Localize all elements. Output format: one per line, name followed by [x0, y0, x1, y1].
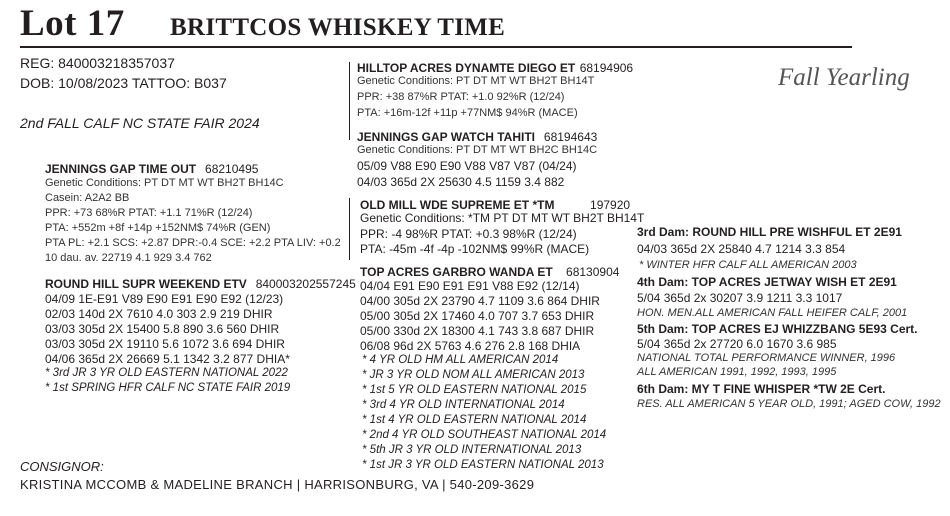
fourth-dam-record: 5/04 365d 2x 30207 3.9 1211 3.3 1017	[637, 291, 843, 305]
sire-dam-classification: 05/09 V88 E90 E90 V88 V87 V87 (04/24)	[357, 159, 577, 173]
dam-reg: 840003202557245	[255, 277, 356, 291]
dam-record: 03/03 305d 2X 19110 5.6 1072 3.6 694 DHIR	[45, 337, 285, 351]
sire-name: JENNINGS GAP TIME OUT	[45, 162, 197, 176]
dam-record: 04/09 1E-E91 V89 E90 E91 E90 E92 (12/23)	[45, 292, 284, 306]
dam-honor: * 3rd JR 3 YR OLD EASTERN NATIONAL 2022	[45, 367, 288, 379]
consignor-info: KRISTINA MCCOMB & MADELINE BRANCH | HARRISONBURG, VA | 540-209-3629	[20, 477, 535, 492]
dam-dam-record: 06/08 96d 2X 5763 4.6 276 2.8 168 DHIA	[360, 339, 581, 353]
dam-honor: * 1st SPRING HFR CALF NC STATE FAIR 2019	[45, 382, 291, 394]
dam-heading	[45, 275, 356, 293]
animal-name: BRITTCOS WHISKEY TIME	[170, 14, 506, 41]
consignor-label: CONSIGNOR:	[20, 459, 104, 474]
sire-dam-name: JENNINGS GAP WATCH TAHITI	[357, 130, 536, 144]
dam-record: 02/03 140d 2X 7610 4.0 303 2.9 219 DHIR	[45, 307, 273, 321]
registration-number: REG: 840003218357037	[20, 55, 175, 71]
sire-genetics: Genetic Conditions: PT DT MT WT BH2T BH14C	[45, 177, 284, 189]
fifth-dam-honor: ALL AMERICAN 1991, 1992, 1993, 1995	[637, 366, 837, 378]
dam-sire-genetics: Genetic Conditions: *TM PT DT MT WT BH2T BH14T	[360, 211, 645, 225]
sire-pta-pl: PTA PL: +2.1 SCS: +2.87 DPR:-0.4 SCE: +2.2 PTA LIV: +0.2	[45, 237, 341, 249]
sire-sire-ppr: PPR: +38 87%R PTAT: +1.0 92%R (12/24)	[357, 91, 565, 103]
sire-dam-record: 04/03 365d 2X 25630 4.5 1159 3.4 882	[357, 175, 565, 189]
fifth-dam-honor: NATIONAL TOTAL PERFORMANCE WINNER, 1996	[637, 352, 896, 364]
sire-reg: 68210495	[205, 162, 259, 176]
sire-daughters: 10 dau. av. 22719 4.1 929 3.4 762	[45, 252, 212, 264]
dam-dam-record: 05/00 330d 2X 18300 4.1 743 3.8 687 DHIR	[360, 324, 595, 338]
sire-dam-genetics: Genetic Conditions: PT DT MT WT BH2C BH14C	[357, 144, 598, 156]
dam-dam-honor: * JR 3 YR OLD NOM ALL AMERICAN 2013	[362, 369, 585, 381]
sire-sire-reg: 68194906	[579, 61, 634, 75]
dam-dam-honor: * 1st JR 3 YR OLD EASTERN NATIONAL 2013	[362, 459, 604, 471]
sire-pta: PTA: +552m +8f +14p +152NM$ 74%R (GEN)	[45, 222, 271, 234]
dam-record: 03/03 305d 2X 15400 5.8 890 3.6 560 DHIR	[45, 322, 280, 336]
dam-dam-honor: * 1st 5 YR OLD EASTERN NATIONAL 2015	[362, 384, 587, 396]
sire-heading	[45, 160, 258, 178]
dam-dam-record: 04/04 E91 E90 E91 E91 V88 E92 (12/14)	[360, 279, 580, 293]
animal-award: 2nd FALL CALF NC STATE FAIR 2024	[20, 115, 260, 131]
birth-date-tattoo: DOB: 10/08/2023 TATTOO: B037	[20, 75, 227, 91]
dam-name: ROUND HILL SUPR WEEKEND ETV	[45, 277, 247, 291]
dam-sire-name: OLD MILL WDE SUPREME ET *TM	[360, 198, 555, 212]
dam-dam-record: 05/00 305d 2X 17460 4.0 707 3.7 653 DHIR	[360, 309, 595, 323]
dam-dam-name: TOP ACRES GARBRO WANDA ET	[360, 265, 553, 279]
dam-sire-ppr: PPR: -4 98%R PTAT: +0.3 98%R (12/24)	[360, 227, 577, 241]
dam-dam-honor: * 1st 4 YR OLD EASTERN NATIONAL 2014	[362, 414, 587, 426]
third-dam-record: 04/03 365d 2X 25840 4.7 1214 3.3 854	[637, 242, 846, 256]
sire-sire-genetics: Genetic Conditions: PT DT MT WT BH2T BH14T	[357, 75, 595, 87]
fourth-dam-name: 4th Dam: TOP ACRES JETWAY WISH ET 2E91	[637, 275, 897, 289]
lot-number: Lot 17	[20, 3, 125, 44]
fifth-dam-record: 5/04 365d 2x 27720 6.0 1670 3.6 985	[637, 337, 837, 351]
sire-sire-name: HILLTOP ACRES DYNAMTE DIEGO ET	[357, 61, 576, 75]
dam-dam-reg: 68130904	[566, 265, 620, 279]
dam-dam-record: 04/00 305d 2X 23790 4.7 1109 3.6 864 DHIR	[360, 294, 600, 308]
sire-dam-reg: 68194643	[543, 130, 598, 144]
sire-bracket-line	[349, 62, 350, 140]
third-dam-honor: * WINTER HFR CALF ALL AMERICAN 2003	[639, 259, 857, 271]
sire-sire-pta: PTA: +16m-12f +11p +77NM$ 94%R (MACE)	[357, 107, 578, 119]
fourth-dam-honor: HON. MEN.ALL AMERICAN FALL HEIFER CALF, 2001	[637, 307, 908, 319]
dam-dam-honor: * 4 YR OLD HM ALL AMERICAN 2014	[362, 354, 559, 366]
dam-sire-reg: 197920	[590, 198, 631, 212]
fifth-dam-name: 5th Dam: TOP ACRES EJ WHIZZBANG 5E93 Cert.	[637, 322, 918, 336]
class-label: Fall Yearling	[778, 64, 910, 91]
sixth-dam-name: 6th Dam: MY T FINE WHISPER *TW 2E Cert.	[637, 382, 886, 396]
sire-casein: Casein: A2A2 BB	[45, 192, 130, 204]
dam-dam-honor: * 5th JR 3 YR OLD INTERNATIONAL 2013	[362, 444, 582, 456]
dam-bracket-line	[349, 198, 350, 260]
header-divider	[20, 46, 852, 48]
sixth-dam-honor: RES. ALL AMERICAN 5 YEAR OLD, 1991; AGED COW, 1992	[637, 398, 941, 410]
dam-sire-pta: PTA: -45m -4f -4p -102NM$ 99%R (MACE)	[360, 242, 590, 256]
dam-dam-honor: * 2nd 4 YR OLD SOUTHEAST NATIONAL 2014	[362, 429, 607, 441]
third-dam-name: 3rd Dam: ROUND HILL PRE WISHFUL ET 2E91	[637, 225, 902, 239]
sire-ppr: PPR: +73 68%R PTAT: +1.1 71%R (12/24)	[45, 207, 253, 219]
dam-record: 04/06 365d 2X 26669 5.1 1342 3.2 877 DHIA*	[45, 352, 290, 366]
dam-dam-honor: * 3rd 4 YR OLD INTERNATIONAL 2014	[362, 399, 565, 411]
